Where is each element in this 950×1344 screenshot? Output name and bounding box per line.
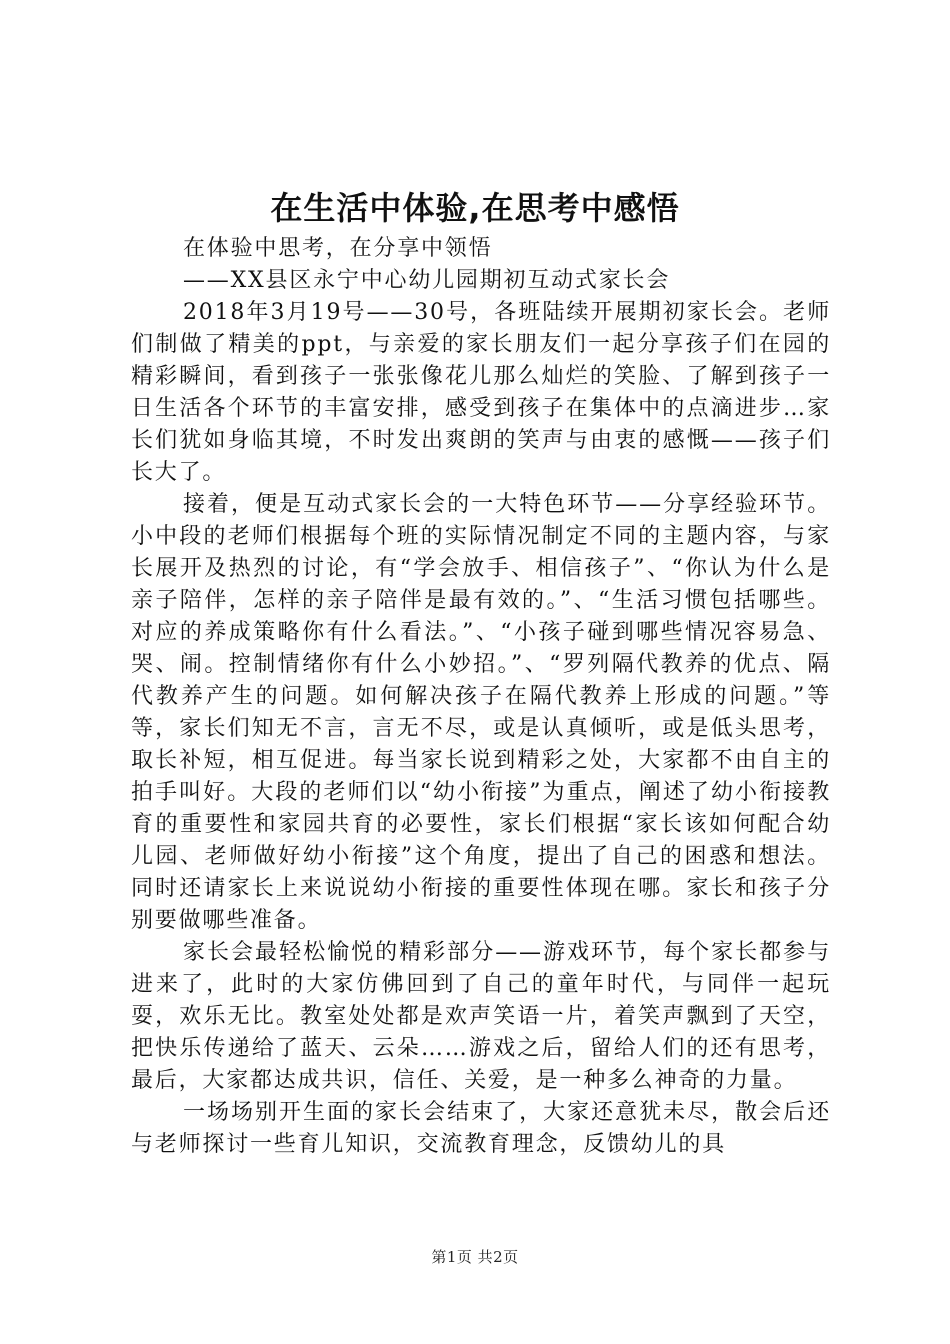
page-number-footer: 第1页 共2页 — [431, 1248, 519, 1266]
document-body — [131, 233, 831, 1161]
subtitle-line: ——XX县区永宁中心幼儿园期初互动式家长会 — [183, 268, 671, 293]
body-paragraph: 2018年3月19号——30号，各班陆续开展期初家长会。老师们制做了精美的ppt，与亲爱的家长朋友们一起分享孩子们在园的精彩瞬间，看到孩子一张张像花儿那么灿烂的笑脸、了解到孩子一日生活各个环节的丰富安排，感受到孩子在集体中的点滴进步…家长们犹如身临其境，不时发出爽朗的笑声与由衷的感慨——孩子们长大了。 — [131, 300, 831, 485]
subtitle-line: 在体验中思考，在分享中领悟 — [183, 236, 493, 261]
document-title: 在生活中体验,在思考中感悟 — [270, 189, 680, 227]
body-paragraph: 家长会最轻松愉悦的精彩部分——游戏环节，每个家长都参与进来了，此时的大家仿佛回到了自己的童年时代，与同伴一起玩耍，欢乐无比。教室处处都是欢声笑语一片，着笑声飘到了天空，把快乐传递给了蓝天、云朵……游戏之后，留给人们的还有思考，最后，大家都达成共识，信任、关爱，是一种多么神奇的力量。 — [131, 940, 831, 1093]
body-paragraph: 接着，便是互动式家长会的一大特色环节——分享经验环节。小中段的老师们根据每个班的实际情况制定不同的主题内容，与家长展开及热烈的讨论，有“学会放手、相信孩子”、“你认为什么是亲子陪伴，怎样的亲子陪伴是最有效的。”、“生活习惯包括哪些。对应的养成策略你有什么看法。”、“小孩子碰到哪些情况容易急、哭、闹。控制情绪你有什么小妙招。”、“罗列隔代教养的优点、隔代教养产生的问题。如何解决孩子在隔代教养上形成的问题。”等等，家长们知无不言，言无不尽，或是认真倾听，或是低头思考，取长补短，相互促进。每当家长说到精彩之处，大家都不由自主的拍手叫好。大段的老师们以“幼小衔接”为重点，阐述了幼小衔接教育的重要性和家园共育的必要性，家长们根据“家长该如何配合幼儿园、老师做好幼小衔接”这个角度，提出了自己的困惑和想法。同时还请家长上来说说幼小衔接的重要性体现在哪。家长和孩子分别要做哪些准备。 — [131, 492, 831, 933]
body-paragraph: 一场场别开生面的家长会结束了，大家还意犹未尽，散会后还与老师探讨一些育儿知识，交流教育理念，反馈幼儿的具 — [131, 1100, 831, 1157]
